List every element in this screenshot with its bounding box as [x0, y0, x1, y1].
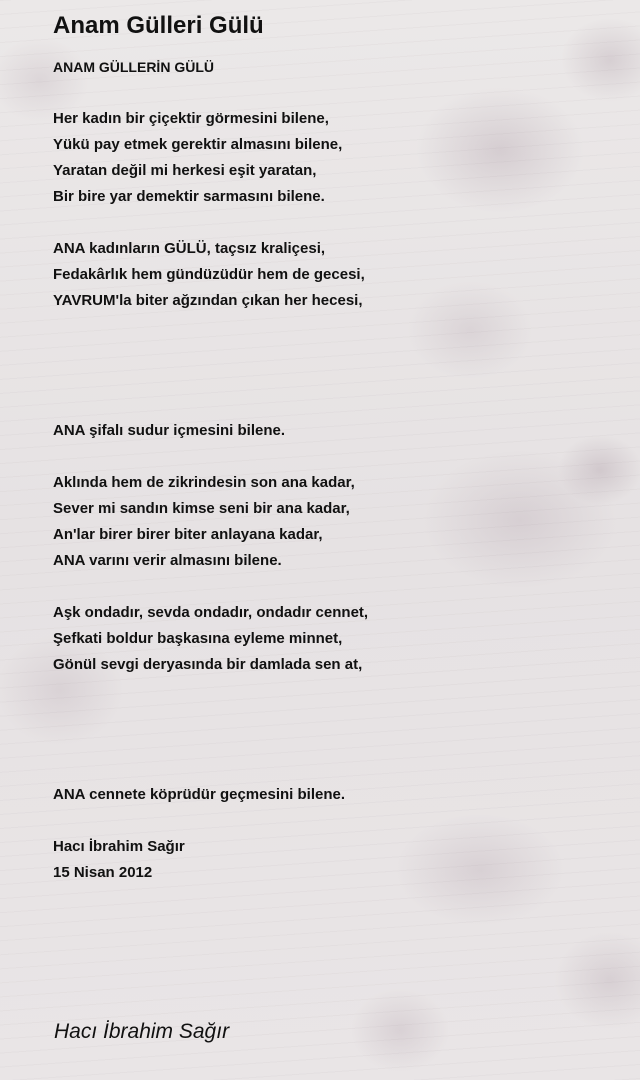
- poem-date: 15 Nisan 2012: [53, 864, 153, 881]
- blank-line: [53, 704, 613, 730]
- blank-line: [53, 392, 613, 418]
- blank-line: [53, 80, 613, 106]
- blank-line: [53, 340, 613, 366]
- poem-line: ANA şifalı sudur içmesini bilene.: [53, 422, 286, 439]
- poem-line: Fedakârlık hem gündüzüdür hem de gecesi,: [53, 266, 365, 283]
- author-signature: Hacı İbrahim Sağır: [54, 1020, 230, 1043]
- poem-line: ANA varını verir almasını bilene.: [53, 552, 282, 569]
- poem-line: An'lar birer birer biter anlayana kadar,: [53, 526, 323, 543]
- poem-line: Şefkati boldur başkasına eyleme minnet,: [53, 630, 343, 647]
- blank-line: [53, 730, 613, 756]
- blank-line: [53, 366, 613, 392]
- poem-title: Anam Gülleri Gülü: [53, 12, 264, 39]
- poem-line: Her kadın bir çiçektir görmesini bilene,: [53, 110, 329, 127]
- blank-line: [53, 210, 613, 236]
- blank-line: [53, 574, 613, 600]
- blank-line: [53, 808, 613, 834]
- poem-line: Yaratan değil mi herkesi eşit yaratan,: [53, 162, 317, 179]
- blank-line: [53, 444, 613, 470]
- poem-line: ANA kadınların GÜLÜ, taçsız kraliçesi,: [53, 240, 326, 257]
- poem-subtitle: ANAM GÜLLERİN GÜLÜ: [53, 59, 214, 75]
- poem-line: YAVRUM'la biter ağzından çıkan her hecesi,: [53, 292, 363, 309]
- poem-line: Aşk ondadır, sevda ondadır, ondadır cennet,: [53, 604, 369, 621]
- blank-line: [53, 314, 613, 340]
- poem-line: Gönül sevgi deryasında bir damlada sen at,: [53, 656, 363, 673]
- poem-author: Hacı İbrahim Sağır: [53, 838, 185, 855]
- poem-line: ANA cennete köprüdür geçmesini bilene.: [53, 786, 346, 803]
- poem-body: [53, 54, 613, 886]
- poem-line: Bir bire yar demektir sarmasını bilene.: [53, 188, 325, 205]
- poem-line: Sever mi sandın kimse seni bir ana kadar,: [53, 500, 350, 517]
- poem-line: Yükü pay etmek gerektir almasını bilene,: [53, 136, 343, 153]
- blank-line: [53, 678, 613, 704]
- blank-line: [53, 756, 613, 782]
- poem-line: Aklında hem de zikrindesin son ana kadar,: [53, 474, 355, 491]
